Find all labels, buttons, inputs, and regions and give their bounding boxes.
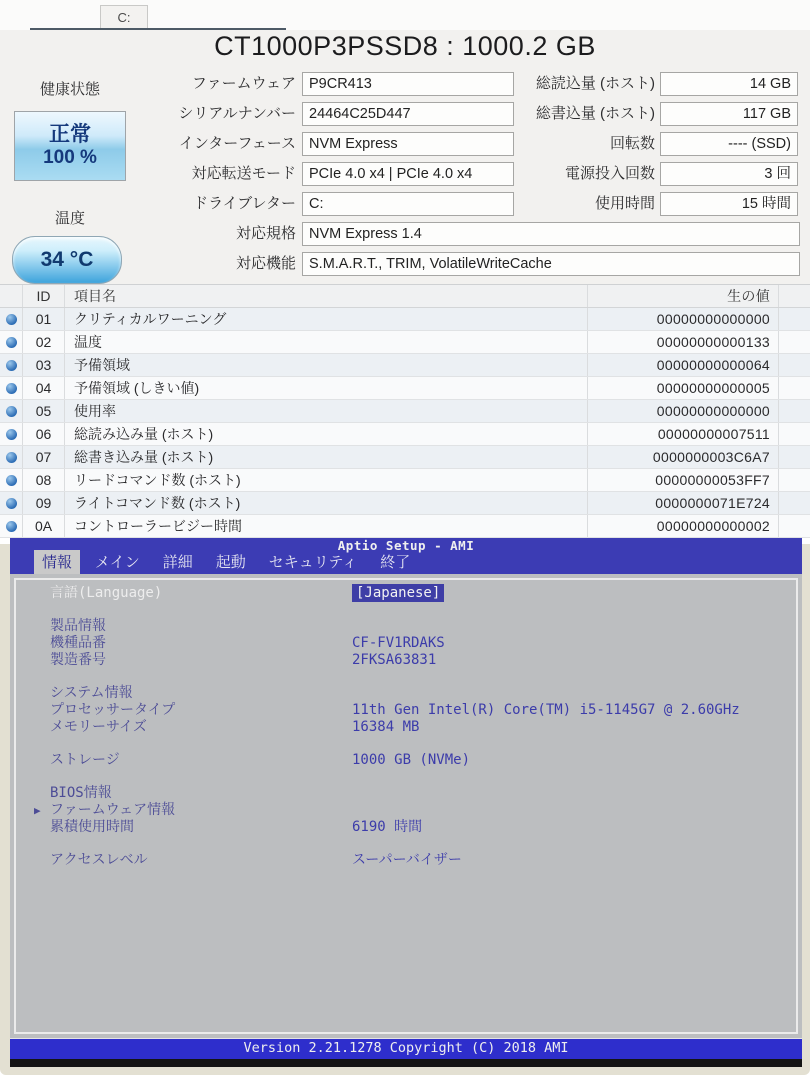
status-dot-cell xyxy=(0,308,22,330)
field-value: 3 回 xyxy=(660,162,798,186)
bios-setting-row xyxy=(16,819,796,836)
bios-tab-起動[interactable]: 起動 xyxy=(215,553,246,571)
bios-setting-row xyxy=(16,702,796,719)
field-value: ---- (SSD) xyxy=(660,132,798,156)
bios-row-spacer xyxy=(16,602,796,618)
bios-tab-情報[interactable]: 情報 xyxy=(34,550,80,574)
smart-table-row xyxy=(0,354,810,377)
field-label: 対応規格 xyxy=(235,225,296,242)
smart-table-row xyxy=(0,492,810,515)
bios-version-text: Version 2.21.1278 Copyright (C) 2018 AMI xyxy=(243,1040,569,1056)
bios-setting-value: 1000 GB (NVMe) xyxy=(352,752,471,768)
smart-id-cell: 03 xyxy=(22,354,64,376)
field-value: 24464C25D447 xyxy=(302,102,514,126)
bios-setting-label: メモリーサイズ xyxy=(50,719,147,735)
bios-setting-row xyxy=(16,785,796,802)
field-label: 電源投入回数 xyxy=(564,165,655,182)
field-value: 15 時間 xyxy=(660,192,798,216)
bios-row-spacer xyxy=(16,769,796,785)
bios-setting-row xyxy=(16,618,796,635)
field-label: 対応機能 xyxy=(235,255,296,272)
bios-header xyxy=(10,538,802,574)
smart-id-cell: 02 xyxy=(22,331,64,353)
smart-table-header xyxy=(0,285,810,308)
bios-row-spacer xyxy=(16,669,796,685)
smart-raw-cell: 00000000000002 xyxy=(587,515,779,537)
bios-setting-label: 機種品番 xyxy=(50,635,106,651)
field-label: 総書込量 (ホスト) xyxy=(535,105,655,122)
drive-field-row xyxy=(144,102,800,126)
field-label: 対応転送モード xyxy=(191,165,296,182)
smart-id-cell: 08 xyxy=(22,469,64,491)
drive-tab-strip xyxy=(0,0,810,30)
smart-attributes-table xyxy=(0,284,810,539)
smart-table-row xyxy=(0,377,810,400)
status-dot-cell xyxy=(0,423,22,445)
smart-raw-cell: 00000000000005 xyxy=(587,377,779,399)
smart-name-cell: 総書き込み量 (ホスト) xyxy=(64,446,587,468)
field-label: ファームウェア xyxy=(191,75,296,92)
health-label: 健康状態 xyxy=(39,81,100,98)
good-status-dot-icon xyxy=(6,337,17,348)
smart-table-row xyxy=(0,446,810,469)
smart-name-cell: 使用率 xyxy=(64,400,587,422)
bios-setting-value: スーパーバイザー xyxy=(352,852,462,868)
smart-id-cell: 09 xyxy=(22,492,64,514)
smart-table-row xyxy=(0,469,810,492)
bios-tab-セキュリティ[interactable]: セキュリティ xyxy=(268,553,358,571)
status-dot-cell xyxy=(0,469,22,491)
smart-header-name: 項目名 xyxy=(64,285,587,307)
field-value: NVM Express xyxy=(302,132,514,156)
health-status-text: 正常 xyxy=(49,123,91,146)
status-dot-column xyxy=(0,285,22,307)
smart-name-cell: 予備領域 (しきい値) xyxy=(64,377,587,399)
good-status-dot-icon xyxy=(6,314,17,325)
bios-setting-label: ファームウェア情報 xyxy=(50,802,176,818)
good-status-dot-icon xyxy=(6,452,17,463)
field-value: PCIe 4.0 x4 | PCIe 4.0 x4 xyxy=(302,162,514,186)
smart-table-row xyxy=(0,308,810,331)
bios-setting-row xyxy=(16,635,796,652)
bios-setting-row xyxy=(16,652,796,669)
screen-edge xyxy=(10,1059,802,1067)
temperature-badge[interactable]: 34 °C xyxy=(12,236,122,284)
smart-name-cell: ライトコマンド数 (ホスト) xyxy=(64,492,587,514)
bios-setting-value: 6190 時間 xyxy=(352,819,423,835)
smart-name-cell: 総読み込み量 (ホスト) xyxy=(64,423,587,445)
smart-name-cell: クリティカルワーニング xyxy=(64,308,587,330)
bios-screen xyxy=(10,538,802,1067)
field-value: 117 GB xyxy=(660,102,798,126)
good-status-dot-icon xyxy=(6,383,17,394)
bios-setting-row xyxy=(16,852,796,869)
smart-raw-cell: 00000000000133 xyxy=(587,331,779,353)
smart-name-cell: 温度 xyxy=(64,331,587,353)
smart-raw-cell: 00000000000000 xyxy=(587,308,779,330)
bios-setting-label: ストレージ xyxy=(50,752,120,768)
smart-name-cell: リードコマンド数 (ホスト) xyxy=(64,469,587,491)
smart-id-cell: 0A xyxy=(22,515,64,537)
bios-setting-value: 11th Gen Intel(R) Core(TM) i5-1145G7 @ 2.60GHz xyxy=(352,702,740,718)
status-dot-cell xyxy=(0,354,22,376)
bios-version-bar xyxy=(10,1038,802,1059)
smart-table-row xyxy=(0,331,810,354)
bios-setting-label: BIOS情報 xyxy=(50,785,112,801)
drive-field-row xyxy=(144,192,800,216)
status-dot-cell xyxy=(0,377,22,399)
bios-setting-label: 言語(Language) xyxy=(50,585,163,601)
good-status-dot-icon xyxy=(6,429,17,440)
smart-name-cell: コントローラービジー時間 xyxy=(64,515,587,537)
bios-setting-label: 累積使用時間 xyxy=(50,819,134,835)
smart-raw-cell: 00000000053FF7 xyxy=(587,469,779,491)
bios-setting-row[interactable] xyxy=(16,585,796,602)
bios-setting-label: システム情報 xyxy=(50,685,133,701)
good-status-dot-icon xyxy=(6,498,17,509)
field-label: シリアルナンバー xyxy=(178,105,296,122)
smart-name-cell: 予備領域 xyxy=(64,354,587,376)
bios-setting-value: CF-FV1RDAKS xyxy=(352,635,445,651)
field-value: P9CR413 xyxy=(302,72,514,96)
bios-panel xyxy=(0,538,810,1080)
drive-tab[interactable]: C: xyxy=(100,5,148,29)
smart-id-cell: 06 xyxy=(22,423,64,445)
smart-id-cell: 01 xyxy=(22,308,64,330)
health-status-badge[interactable] xyxy=(14,111,126,181)
good-status-dot-icon xyxy=(6,360,17,371)
bios-setting-label: プロセッサータイプ xyxy=(50,702,176,718)
field-value: 14 GB xyxy=(660,72,798,96)
smart-header-raw: 生の値 xyxy=(587,285,779,307)
bios-row-spacer xyxy=(16,736,796,752)
good-status-dot-icon xyxy=(6,406,17,417)
health-percent-text: 100 % xyxy=(43,147,97,169)
bios-setting-row xyxy=(16,685,796,702)
smart-id-cell: 05 xyxy=(22,400,64,422)
smart-table-row xyxy=(0,423,810,446)
drive-field-row xyxy=(144,252,800,276)
drive-field-row xyxy=(144,162,800,186)
field-label: 総読込量 (ホスト) xyxy=(535,75,655,92)
smart-raw-cell: 00000000000064 xyxy=(587,354,779,376)
good-status-dot-icon xyxy=(6,521,17,532)
bios-settings-list xyxy=(14,578,798,1034)
smart-header-id: ID xyxy=(22,285,64,307)
smart-id-cell: 07 xyxy=(22,446,64,468)
temperature-label: 温度 xyxy=(54,210,85,227)
good-status-dot-icon xyxy=(6,475,17,486)
smart-table-row xyxy=(0,400,810,423)
drive-fields xyxy=(144,72,800,282)
crystaldiskinfo-panel xyxy=(0,0,810,538)
status-column xyxy=(14,72,126,284)
bios-tab-bar xyxy=(34,550,418,574)
smart-id-cell: 04 xyxy=(22,377,64,399)
bios-title: Aptio Setup - AMI xyxy=(337,538,475,553)
bios-setting-value: 2FKSA63831 xyxy=(352,652,437,668)
bios-setting-label: 製品情報 xyxy=(50,618,106,634)
bios-body xyxy=(10,574,802,1038)
bios-setting-label: 製造番号 xyxy=(50,652,106,668)
bios-setting-row xyxy=(16,752,796,769)
language-value[interactable]: [Japanese] xyxy=(352,584,444,602)
drive-field-row xyxy=(144,132,800,156)
bios-submenu-row[interactable] xyxy=(16,802,796,819)
field-label: 回転数 xyxy=(609,135,655,152)
field-value: C: xyxy=(302,192,514,216)
status-dot-cell xyxy=(0,492,22,514)
smart-raw-cell: 00000000007511 xyxy=(587,423,779,445)
bios-tab-終了[interactable]: 終了 xyxy=(380,553,411,571)
bios-setting-label: アクセスレベル xyxy=(50,852,148,868)
bios-setting-value: 16384 MB xyxy=(352,719,420,735)
smart-raw-cell: 00000000000000 xyxy=(587,400,779,422)
status-dot-cell xyxy=(0,515,22,537)
status-dot-cell xyxy=(0,331,22,353)
field-label: 使用時間 xyxy=(594,195,655,212)
field-label: ドライブレター xyxy=(193,195,296,212)
bios-tab-詳細[interactable]: 詳細 xyxy=(162,553,193,571)
status-dot-cell xyxy=(0,400,22,422)
drive-field-row xyxy=(144,222,800,246)
submenu-arrow-icon: ▶ xyxy=(34,804,41,817)
drive-title: CT1000P3PSSD8 : 1000.2 GB xyxy=(214,31,596,61)
smart-table-row xyxy=(0,515,810,538)
field-value: NVM Express 1.4 xyxy=(302,222,800,246)
smart-raw-cell: 0000000071E724 xyxy=(587,492,779,514)
bios-setting-row xyxy=(16,719,796,736)
drive-field-row xyxy=(144,72,800,96)
smart-raw-cell: 0000000003C6A7 xyxy=(587,446,779,468)
bios-tab-メイン[interactable]: メイン xyxy=(95,553,140,571)
field-label: インターフェース xyxy=(178,135,296,152)
bios-row-spacer xyxy=(16,836,796,852)
field-value: S.M.A.R.T., TRIM, VolatileWriteCache xyxy=(302,252,800,276)
status-dot-cell xyxy=(0,446,22,468)
